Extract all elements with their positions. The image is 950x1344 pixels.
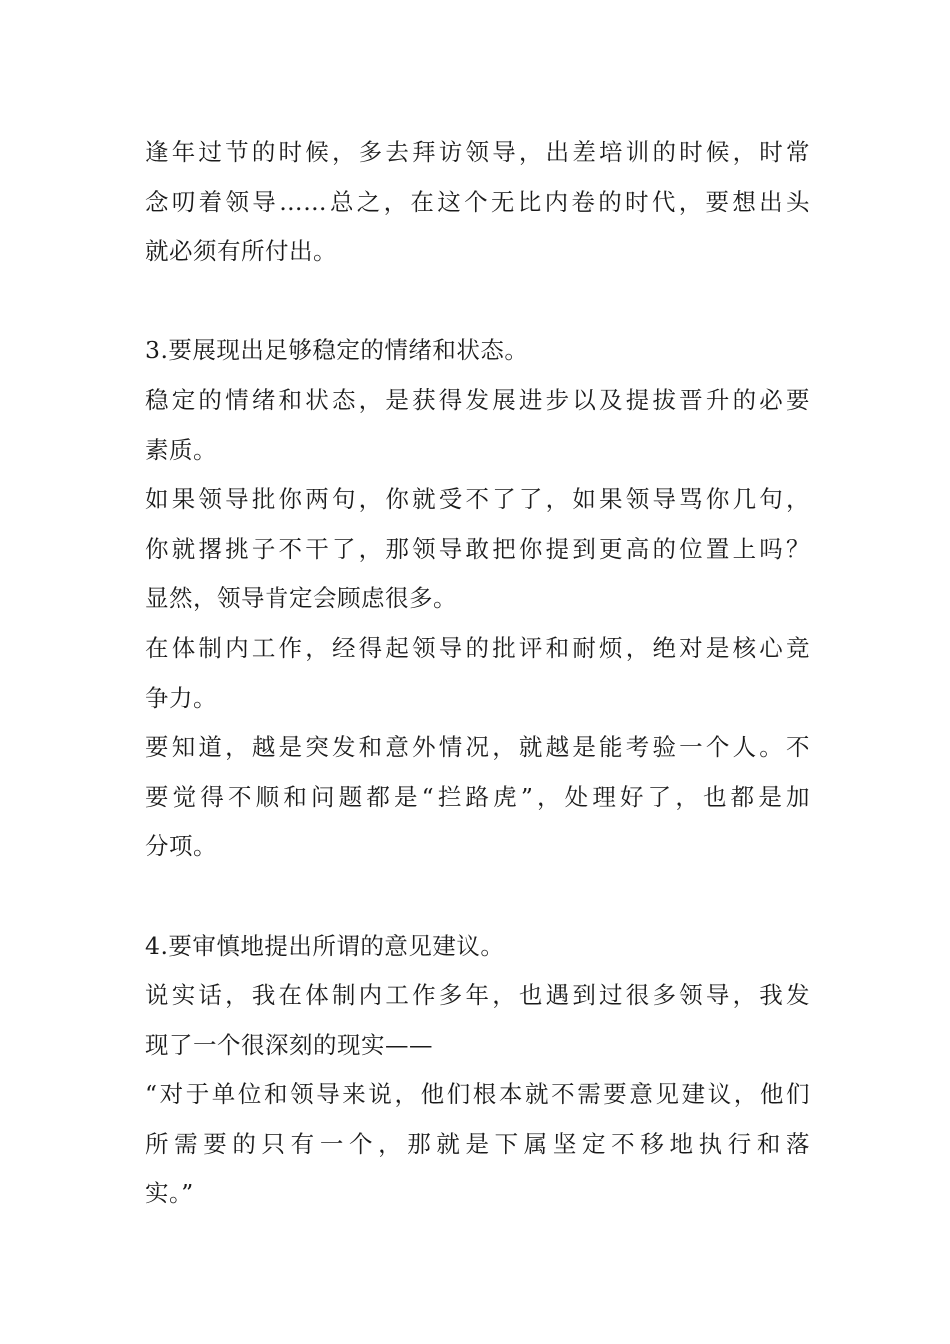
text-line: 显然，领导肯定会顾虑很多。 xyxy=(145,584,457,613)
text-line: 念叨着领导……总之，在这个无比内卷的时代，要想出头 xyxy=(145,187,810,216)
section-3-paragraph-4 xyxy=(145,723,810,872)
section-3-heading xyxy=(145,326,810,376)
intro-paragraph xyxy=(145,128,810,277)
section-4-paragraph-1 xyxy=(145,971,810,1070)
text-line: 要知道，越是突发和意外情况，就越是能考验一个人。不 xyxy=(145,733,810,762)
section-3-paragraph-2 xyxy=(145,475,810,624)
text-line: 逢年过节的时候，多去拜访领导，出差培训的时候，时常 xyxy=(145,138,810,166)
text-line: 就必须有所付出。 xyxy=(145,237,337,266)
text-line: 争力。 xyxy=(145,683,217,712)
section-4-paragraph-2 xyxy=(145,1070,810,1219)
text-line: 如果领导批你两句，你就受不了了，如果领导骂你几句， xyxy=(145,485,810,514)
text-line: 素质。 xyxy=(145,435,217,464)
text-line: 你就撂挑子不干了，那领导敢把你提到更高的位置上吗？ xyxy=(145,534,810,563)
heading-text: 3.要展现出足够稳定的情绪和状态。 xyxy=(145,336,529,365)
text-line: 稳定的情绪和状态，是获得发展进步以及提拔晋升的必要 xyxy=(145,385,810,414)
text-line: 实。” xyxy=(145,1179,194,1208)
text-line: 分项。 xyxy=(145,832,217,861)
text-line: 所需要的只有一个，那就是下属坚定不移地执行和落 xyxy=(145,1129,810,1158)
text-line: 现了一个很深刻的现实—— xyxy=(145,1030,433,1059)
heading-text: 4.要审慎地提出所谓的意见建议。 xyxy=(145,931,505,960)
section-3-paragraph-1 xyxy=(145,376,810,475)
text-line: “对于单位和领导来说，他们根本就不需要意见建议，他们 xyxy=(145,1080,810,1109)
section-3-paragraph-3 xyxy=(145,624,810,723)
text-line: 说实话，我在体制内工作多年，也遇到过很多领导，我发 xyxy=(145,981,810,1010)
section-4-heading xyxy=(145,922,810,972)
document-body xyxy=(145,128,810,1219)
paragraph-gap xyxy=(145,872,810,922)
text-line: 在体制内工作，经得起领导的批评和耐烦，绝对是核心竞 xyxy=(145,633,810,662)
paragraph-gap xyxy=(145,277,810,327)
text-line: 要觉得不顺和问题都是“拦路虎”，处理好了，也都是加 xyxy=(145,782,810,811)
